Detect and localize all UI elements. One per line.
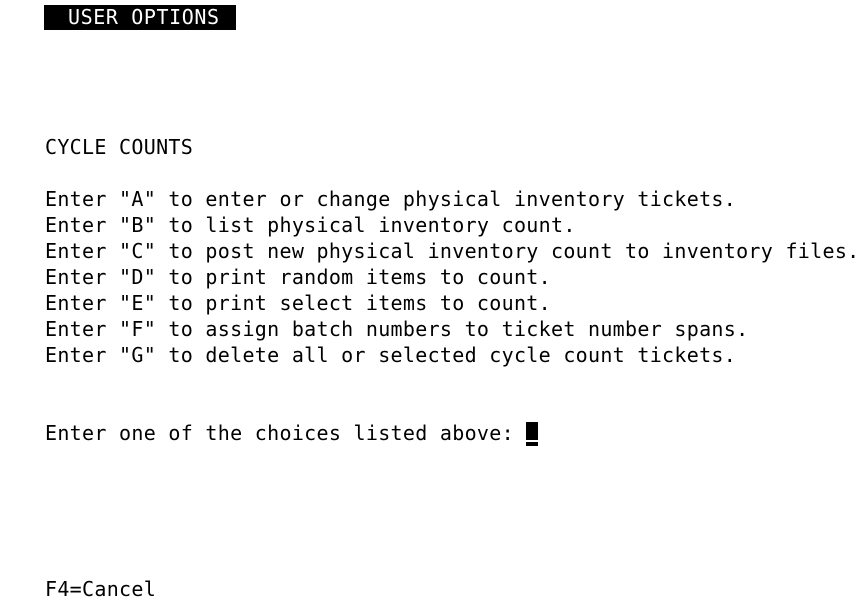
section-title: CYCLE COUNTS: [45, 135, 194, 159]
menu-option-a: Enter "A" to enter or change physical inventory tickets.: [45, 187, 737, 211]
menu-option-d: Enter "D" to print random items to count.: [45, 265, 551, 289]
function-key-cancel[interactable]: F4=Cancel: [45, 577, 157, 601]
choice-prompt-label: Enter one of the choices listed above:: [45, 421, 514, 445]
choice-prompt-row: [45, 420, 538, 446]
choice-input[interactable]: [526, 422, 538, 446]
menu-option-c: Enter "C" to post new physical inventory count to inventory files.: [45, 239, 860, 263]
menu-option-f: Enter "F" to assign batch numbers to ticket number spans.: [45, 317, 749, 341]
screen-title: USER OPTIONS: [44, 5, 236, 30]
menu-option-b: Enter "B" to list physical inventory count.: [45, 213, 576, 237]
menu-option-e: Enter "E" to print select items to count.: [45, 291, 551, 315]
menu-option-g: Enter "G" to delete all or selected cycle count tickets.: [45, 343, 737, 367]
menu-options-list: [45, 186, 860, 368]
